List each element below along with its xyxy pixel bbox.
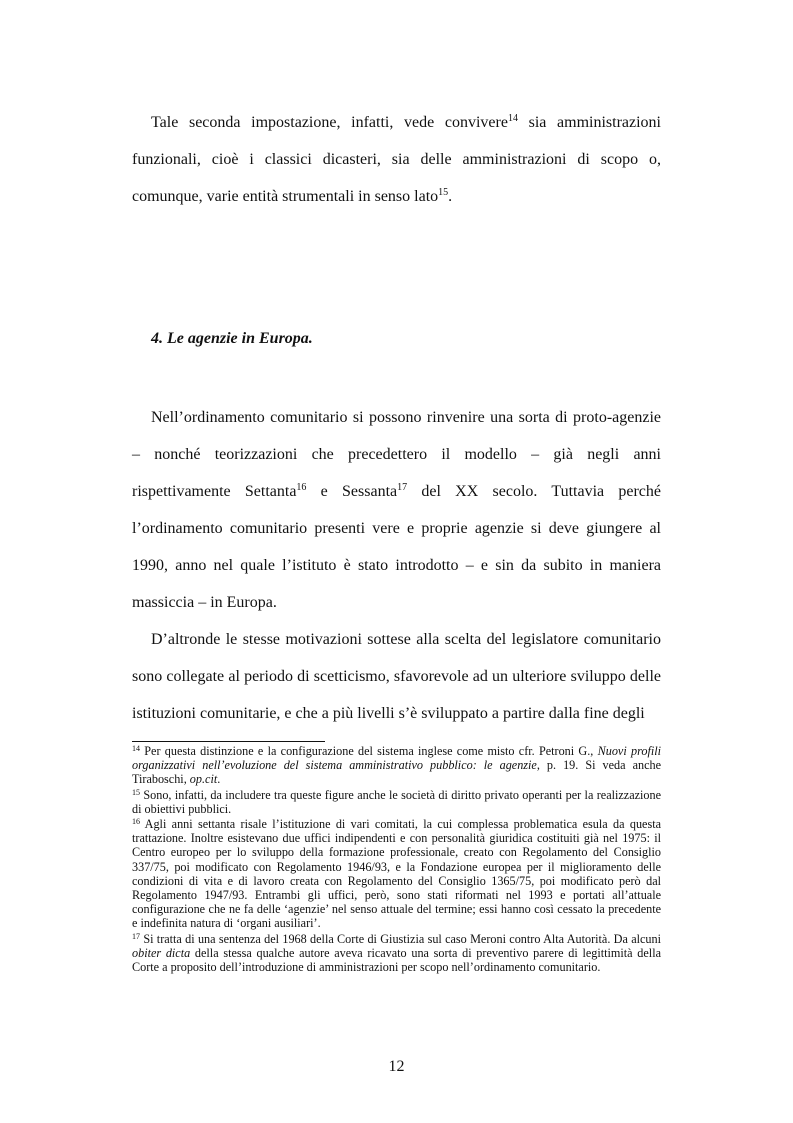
footnote-ref-15[interactable]: 15 <box>438 187 449 198</box>
footnote-number: 14 <box>132 744 140 753</box>
footnote-number: 16 <box>132 817 140 827</box>
footnotes <box>132 744 661 975</box>
footnote-15 <box>132 788 661 816</box>
footnote-14-opcit: op.cit <box>189 772 218 787</box>
footnote-17-obiter-dicta: obiter dicta <box>132 945 191 960</box>
footnote-14 <box>132 744 661 787</box>
footnote-16-text: Agli anni settanta risale l’istituzione di vari comitati, la cui complessa problematica esula da questa trattazione. Inoltre esistevano due uffici indipendenti e con personalità giuridica costituiti già nel 1975: il Centro europeo per lo sviluppo della formazione professionale, creato con Regolamento del Consiglio 337/75, poi modificato con Regolamento 1946/93, e la Fondazione europea per il miglioramento delle condizioni di vita e di lavoro creata con Regolamento del Consiglio 1365/75, poi modificato però dal Regolamento 1947/93. Entrambi gli uffici, però, sono stati riformati nel 1993 e portati all’attuale configurazione che ne fa delle ‘agenzie’ nel senso attuale del termine; essi hanno così cessato la precedente e indefinita natura di ‘organi ausiliari’. <box>132 817 661 931</box>
footnote-16 <box>132 817 661 931</box>
footnote-ref-16[interactable]: 16 <box>296 482 307 493</box>
paragraph-2-text-a: Nell’ordinamento comunitario si possono rinvenire una sorta di proto-agenzie – nonché teorizzazioni che precedettero il modello – già negli anni rispettivamente Settanta <box>132 409 661 500</box>
footnote-14-text-a: Per questa distinzione e la configurazione del sistema inglese come misto cfr. Petroni G., <box>140 744 598 758</box>
paragraph-2 <box>132 399 661 621</box>
page-number: 12 <box>388 1058 405 1075</box>
paragraph-1 <box>132 104 661 215</box>
footnote-ref-17[interactable]: 17 <box>397 482 408 493</box>
footnote-number: 17 <box>132 931 140 941</box>
paragraph-1-text-c: . <box>448 188 453 205</box>
footnote-15-text: Sono, infatti, da includere tra queste figure anche le società di diritto privato operanti per la realizzazione di obiettivi pubblici. <box>132 787 661 816</box>
footnote-14-text-b: , p. 19. Si veda anche Tiraboschi, <box>132 758 661 787</box>
footnote-14-text-c: . <box>217 772 221 787</box>
paragraph-1-text-b: sia amministrazioni funzionali, cioè i classici dicasteri, sia delle amministrazioni di scopo o, comunque, varie entità strumentali in senso lato <box>132 114 662 205</box>
paragraph-3: D’altronde le stesse motivazioni sottese alla scelta del legislatore comunitario sono collegate al periodo di scetticismo, sfavorevole ad un ulteriore sviluppo delle istituzioni comunitarie, e che a più livelli s’è sviluppato a partire dalla fine degli <box>132 631 661 722</box>
footnote-separator <box>132 741 325 742</box>
footnote-number: 15 <box>132 787 140 797</box>
paragraph-2-text-c: del XX secolo. Tuttavia perché l’ordinamento comunitario presenti vere e proprie agenzie si deve giungere al 1990, anno nel quale l’istituto è stato introdotto – e sin da subito in maniera massiccia – in Europa. <box>132 483 661 611</box>
footnote-17-text-a: Si tratta di una sentenza del 1968 della Corte di Giustizia sul caso Meroni contro Alta Autorità. Da alcuni <box>140 931 661 946</box>
paragraph-1-text-a: Tale seconda impostazione, infatti, vede convivere <box>151 114 508 131</box>
footnote-17-text-b: della stessa qualche autore aveva ricavato una sorta di preventivo parere di legittimità della Corte a proposito dell’introduzione di amministrazioni per scopo nell’ordinamento comunitario. <box>132 945 661 975</box>
paragraph-2-text-b: e Sessanta <box>306 483 398 500</box>
section-heading: 4. Le agenzie in Europa. <box>151 330 313 347</box>
footnote-17 <box>132 932 661 975</box>
footnote-14-title: Nuovi profili organizzativi nell’evoluzione del sistema amministrativo pubblico: le agenzie <box>132 744 661 773</box>
footnote-ref-14[interactable]: 14 <box>507 113 518 124</box>
